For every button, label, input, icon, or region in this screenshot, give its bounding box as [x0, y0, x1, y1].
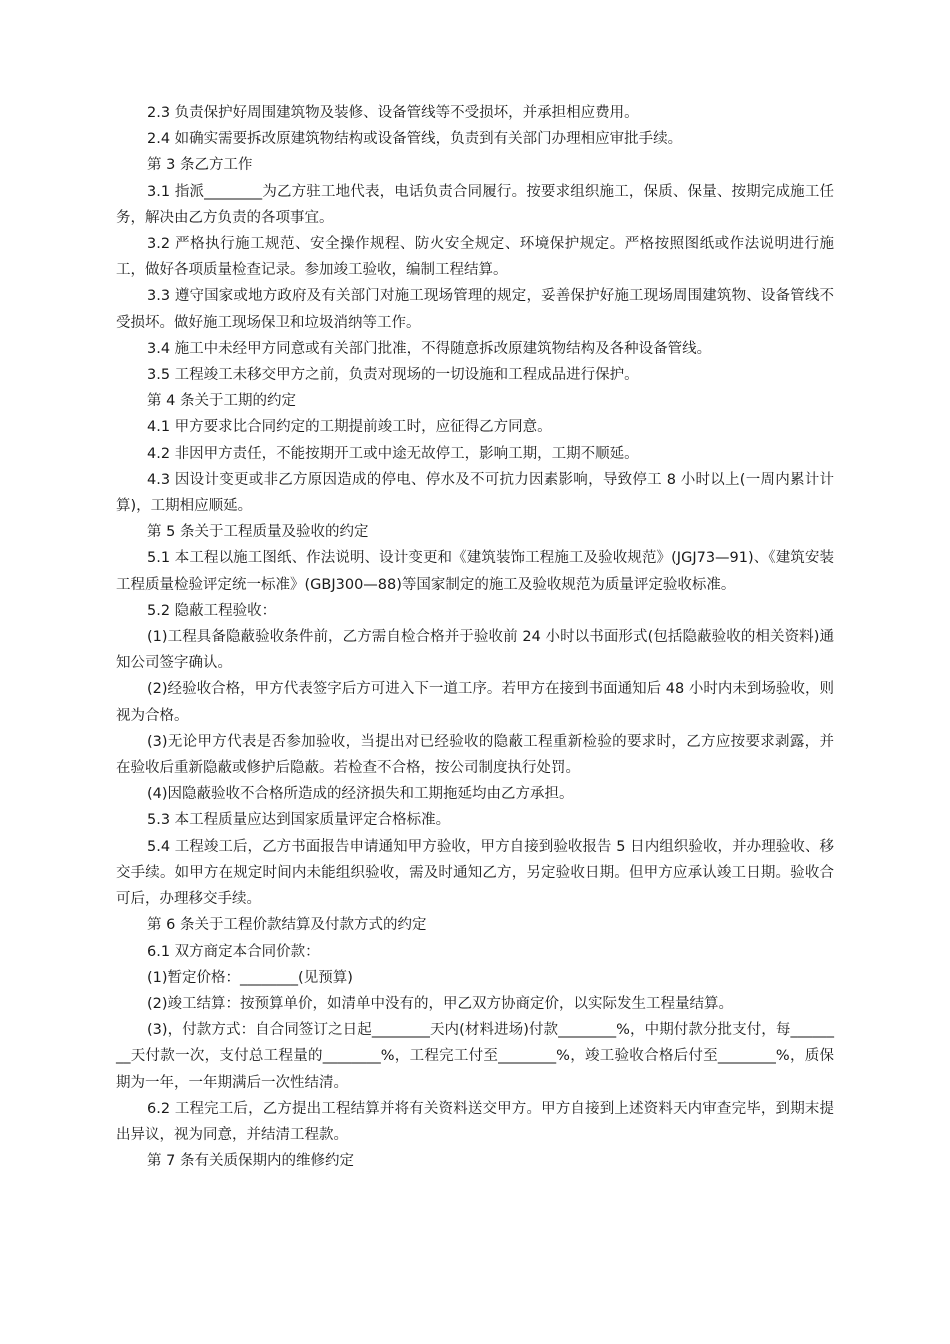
paragraph-5-2-item-2: (2)经验收合格，甲方代表签字后方可进入下一道工序。若甲方在接到书面通知后 48 小时内未到场验收，则视为合格。: [116, 681, 834, 724]
paragraph-6-1-item-3: (3)，付款方式：自合同签订之日起________天内(材料进场)付款________%，中期付款分批支付，每________天付款一次，支付总工程量的________%，工程完工付至________%，竣工验收合格后付至________%，质保期为一年，一年期满后一次性结清。: [116, 1022, 834, 1091]
paragraph-5-2-item-1: (1)工程具备隐蔽验收条件前，乙方需自检合格并于验收前 24 小时以书面形式(包括隐蔽验收的相关资料)通知公司签字确认。: [116, 629, 834, 672]
paragraph-6-1-item-1: (1)暂定价格：________(见预算): [147, 969, 353, 986]
section-heading-article-5: 第 5 条关于工程质量及验收的约定: [147, 524, 369, 541]
paragraph-3-3: 3.3 遵守国家或地方政府及有关部门对施工现场管理的规定，妥善保护好施工现场周围建筑物、设备管线不受损坏。做好施工现场保卫和垃圾消纳等工作。: [116, 288, 834, 331]
paragraph-3-5: 3.5 工程竣工未移交甲方之前，负责对现场的一切设施和工程成品进行保护。: [147, 367, 639, 384]
paragraph-6-1: 6.1 双方商定本合同价款：: [147, 943, 320, 960]
paragraph-3-2: 3.2 严格执行施工规范、安全操作规程、防火安全规定、环境保护规定。严格按照图纸或作法说明进行施工，做好各项质量检查记录。参加竣工验收，编制工程结算。: [116, 236, 834, 279]
section-heading-article-6: 第 6 条关于工程价款结算及付款方式的约定: [147, 917, 427, 934]
paragraph-3-1: 3.1 指派________为乙方驻工地代表，电话负责合同履行。按要求组织施工，保质、保量、按期完成施工任务，解决由乙方负责的各项事宜。: [116, 183, 834, 226]
document-body: [116, 100, 834, 1174]
paragraph-2-4: 2.4 如确实需要拆改原建筑物结构或设备管线，负责到有关部门办理相应审批手续。: [147, 131, 683, 148]
section-heading-article-7: 第 7 条有关质保期内的维修约定: [147, 1153, 354, 1170]
paragraph-3-4: 3.4 施工中未经甲方同意或有关部门批准，不得随意拆改原建筑物结构及各种设备管线。: [147, 340, 712, 357]
section-heading-article-4: 第 4 条关于工期的约定: [147, 393, 296, 410]
paragraph-5-1: 5.1 本工程以施工图纸、作法说明、设计变更和《建筑装饰工程施工及验收规范》(JGJ73—91)、《建筑安装工程质量检验评定统一标准》(GBJ300—88)等国家制定的施工及验收规范为质量评定验收标准。: [116, 550, 834, 593]
paragraph-4-3: 4.3 因设计变更或非乙方原因造成的停电、停水及不可抗力因素影响，导致停工 8 小时以上(一周内累计计算)，工期相应顺延。: [116, 471, 834, 515]
paragraph-5-2: 5.2 隐蔽工程验收：: [147, 602, 277, 619]
paragraph-5-2-item-3: (3)无论甲方代表是否参加验收，当提出对已经验收的隐蔽工程重新检验的要求时，乙方应按要求剥露，并在验收后重新隐蔽或修护后隐蔽。若检查不合格，按公司制度执行处罚。: [116, 733, 834, 777]
paragraph-4-2: 4.2 非因甲方责任，不能按期开工或中途无故停工，影响工期，工期不顺延。: [147, 445, 639, 462]
section-heading-article-3: 第 3 条乙方工作: [147, 157, 253, 174]
paragraph-5-2-item-4: (4)因隐蔽验收不合格所造成的经济损失和工期拖延均由乙方承担。: [147, 786, 574, 803]
paragraph-4-1: 4.1 甲方要求比合同约定的工期提前竣工时，应征得乙方同意。: [147, 419, 552, 436]
paragraph-5-4: 5.4 工程竣工后，乙方书面报告申请通知甲方验收，甲方自接到验收报告 5 日内组织验收，并办理验收、移交手续。如甲方在规定时间内未能组织验收，需及时通知乙方，另定验收日期。但甲方应承认竣工日期。验收合可后，办理移交手续。: [116, 838, 834, 908]
paragraph-6-1-item-2: (2)竣工结算：按预算单价，如清单中没有的，甲乙双方协商定价，以实际发生工程量结算。: [147, 995, 734, 1012]
paragraph-6-2: 6.2 工程完工后，乙方提出工程结算并将有关资料送交甲方。甲方自接到上述资料天内审查完毕，到期末提出异议，视为同意，并结清工程款。: [116, 1100, 834, 1143]
paragraph-5-3: 5.3 本工程质量应达到国家质量评定合格标准。: [147, 812, 451, 829]
paragraph-2-3: 2.3 负责保护好周围建筑物及装修、设备管线等不受损坏，并承担相应费用。: [147, 105, 639, 121]
